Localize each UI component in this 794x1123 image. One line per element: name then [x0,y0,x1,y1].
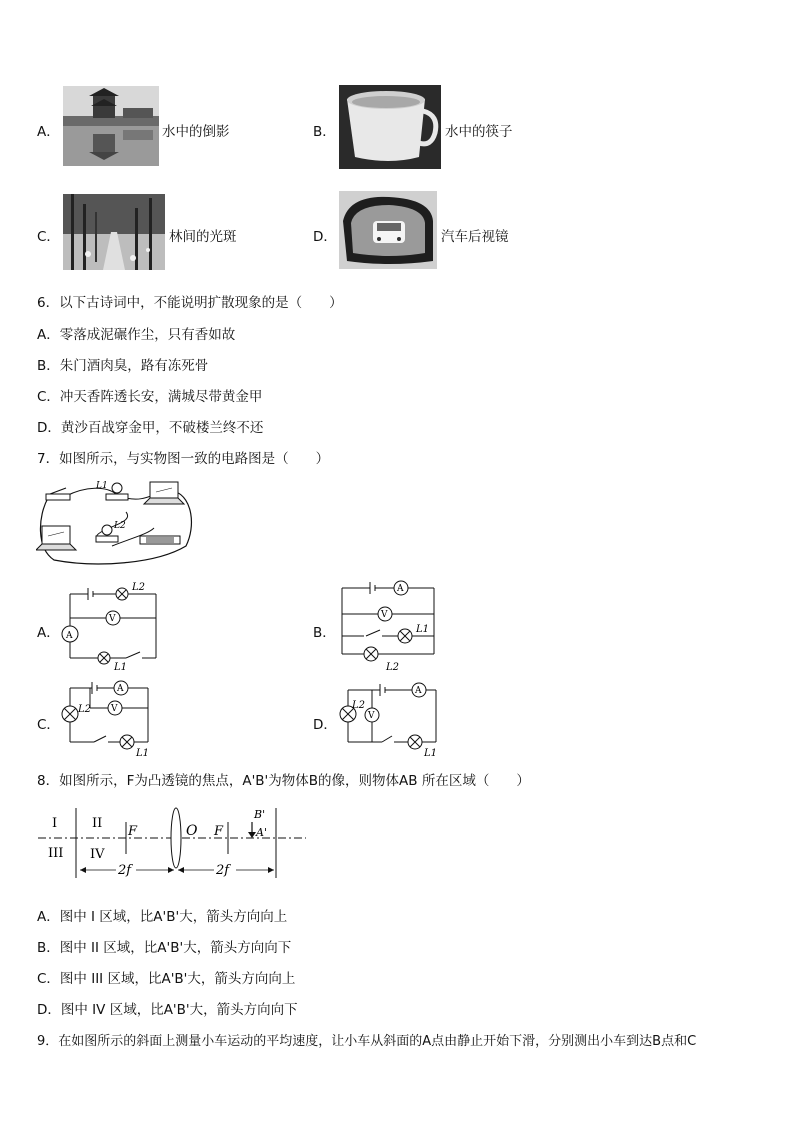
question-8-option-d: D．图中 IV 区域，比A'B'大，箭头方向向下 [37,1002,298,1018]
optical-center-label: O [186,823,198,839]
chopsticks-in-water-photo [339,85,441,169]
q7-option-c-circuit [58,676,158,760]
q7-option-b-letter: B． [313,625,336,641]
voltmeter-label: V [381,610,388,620]
question-8-option-a: A．图中 I 区域，比A'B'大，箭头方向向上 [37,909,288,925]
question-6-option-d: D．黄沙百战穿金甲，不破楼兰终不还 [37,420,264,436]
question-6-stem: 6．以下古诗词中，不能说明扩散现象的是（ ） [37,295,343,311]
focus-label-right: F [214,824,224,839]
l2-label: L2 [78,704,92,715]
image-top-label: B' [254,808,266,821]
physical-circuit-diagram [36,476,196,568]
question-6-option-c: C．冲天香阵透长安，满城尽带黄金甲 [37,389,263,405]
l1-label: L1 [416,624,430,635]
region-i-label: I [52,816,58,831]
ammeter-label: A [117,684,124,694]
two-f-label-right: 2f [216,863,230,878]
ammeter-label: A [397,584,404,594]
l1-label: L1 [114,662,128,672]
option-letter: A． [37,124,60,140]
question-7-stem: 7．如图所示，与实物图一致的电路图是（ ） [37,451,330,467]
question-8-stem: 8．如图所示，F为凸透镜的焦点，A'B'为物体B的像，则物体AB 所在区域（ ） [37,773,530,789]
l1-label: L1 [424,748,438,759]
pagoda-reflection-photo [63,86,159,166]
option-letter: B． [313,124,336,140]
convex-lens-diagram [36,804,308,882]
two-f-label-left: 2f [118,863,132,878]
voltmeter-label: V [111,704,118,714]
ammeter-label: A [415,686,422,696]
ammeter-label: A [66,631,73,641]
car-rearview-mirror-photo [339,191,437,269]
l2-label: L2 [132,582,146,593]
q7-option-c-letter: C． [37,717,60,733]
forest-light-spots-photo [63,194,165,270]
l2-label: L2 [352,700,366,711]
region-iii-label: III [48,846,64,861]
q7-option-a-circuit [58,580,168,672]
region-ii-label: II [92,816,103,831]
question-8-option-b: B．图中 II 区域，比A'B'大，箭头方向向下 [37,940,292,956]
q7-option-b-circuit [334,576,444,674]
question-9-stem: 9．在如图所示的斜面上测量小车运动的平均速度，让小车从斜面的A点由静止开始下滑，分别测出小车到达B点和C [37,1034,697,1049]
q7-option-a-letter: A． [37,625,60,641]
image-bottom-label: A' [256,826,267,839]
l1-label: L1 [136,748,150,759]
l2-label: L2 [386,662,400,673]
option-letter: C． [37,229,60,245]
option-letter: D． [313,229,337,245]
photo-caption: 水中的倒影 [162,124,230,140]
voltmeter-label: V [368,711,375,721]
l2-label: L2 [114,521,126,531]
focus-label-left: F [128,824,138,839]
question-8-option-c: C．图中 III 区域，比A'B'大，箭头方向向上 [37,971,296,987]
photo-caption: 林间的光斑 [169,229,237,245]
question-6-option-b: B．朱门酒肉臭，路有冻死骨 [37,358,209,374]
photo-caption: 水中的筷子 [445,124,513,140]
l1-label: L1 [96,481,108,491]
voltmeter-label: V [109,614,116,624]
question-6-option-a: A．零落成泥碾作尘，只有香如故 [37,327,236,343]
q7-option-d-circuit [334,678,444,762]
region-iv-label: IV [90,847,105,862]
photo-caption: 汽车后视镜 [441,229,509,245]
q7-option-d-letter: D． [313,717,337,733]
